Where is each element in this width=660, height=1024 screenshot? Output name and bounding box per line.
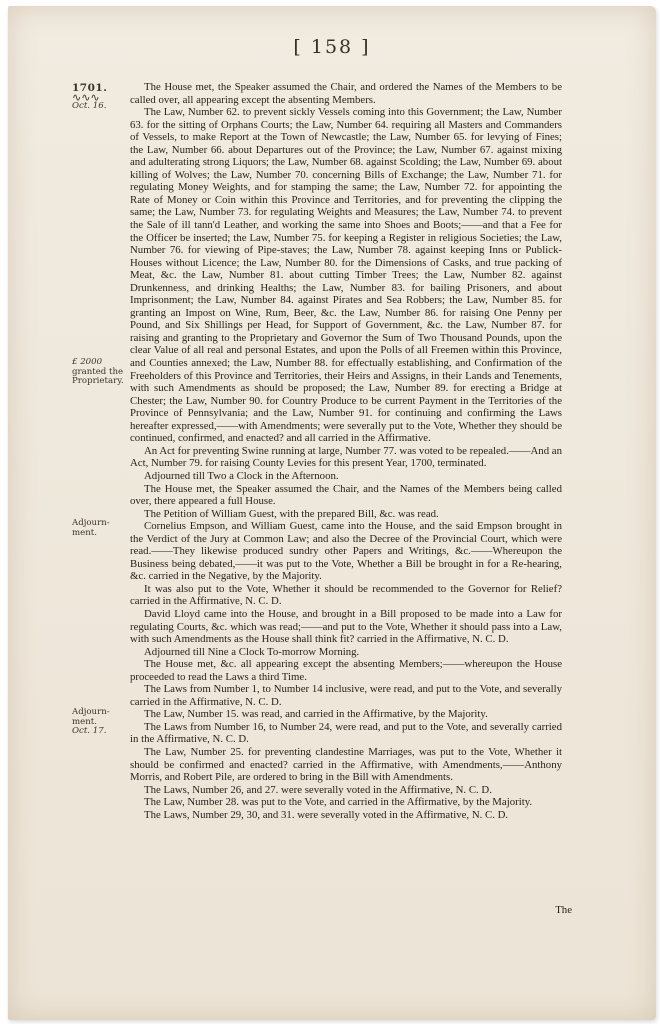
paragraph: The Law, Number 62. to prevent sickly Vessels coming into this Government; the Law, Number 63. for the sitting of Orphans Courts; the Law, Number 64. requiring all Masters and Commanders of Vessels, to make Report at the Town of Newcastle; the Law, Number 65. for levying of Fines; the Law, Number 66. about Departures out of the Province; the Law, Number 67. against mixing and adulterating strong Liquors; the Law, Number 68. against Scolding; the Law, Number 69. about killing of Wolves; the Law, Number 70. concerning Bills of Exchange; the Law, Number 71. for regulating Money Weights, and for stamping the same; the Law, Number 72. for appointing the Rate of Money or Coin within this Province and Territories, and for preventing the clipping the same; the Law, Number 73. for regulating Weights and Measures; the Law, Number 74. to prevent the Sale of ill tann'd Leather, and working the same into Shoes and Boots;——and that a Fee for the Officer be inserted; the Law, Number 75. for keeping a Register in religious Societies; the Law, Number 76. for viewing of Pipe-staves; the Law, Number 78. against keeping Inns or Publick-Houses without Licence; the Law, Number 80. for the Dimensions of Casks, and true packing of Meat, &c. the Law, Number 81. about cutting Timber Trees; the Law, Number 82. against Drunkenness, and drinking Healths; the Law, Number 83. for bailing Prisoners, and about Imprisonment; the Law, Number 84. against Pirates and Sea Robbers; the Law, Number 85. for granting an Impost on Wine, Rum, Beer, &c. the Law, Number 86. for raising One Penny per Pound, and Six Shillings per Head, for Support of Government, &c. the Law, Number 87. for raising and granting to the Proprietary and Governor the Sum of Two Thousand Pounds, upon the clear Value of all real and personal Estates, and upon the Polls of all Freemen within this Province, and Counties annexed; the Law, Number 88. for effectually establishing, and Confirmation of the Freeholders of this Province and Territories, their Heirs and Assigns, in their Lands and Tenements, with such Amendments as should be proposed; the Law, Number 89. for erecting a Bridge at Chester; the Law, Number 90. for Country Produce to be current Payment in the Territories of the Province of Pennsylvania; and the Law, Number 91. for continuing and confirming the Laws hereafter expressed,——with Amendments; were severally put to the Vote, Whether they should be continued, confirmed, and enacted? and all carried in the Affirmative.	[130, 106, 562, 445]
margin-adjournment-note	[72, 519, 132, 538]
paragraph: Adjourned till Nine a Clock To-morrow Morning.	[144, 645, 360, 658]
paragraph: The House met, the Speaker assumed the Chair, and ordered the Names of the Members to be called over, all appearing except the absenting Members.	[130, 81, 562, 106]
margin-note-line: Adjourn-	[72, 518, 110, 528]
paragraph: The Law, Number 28. was put to the Vote, and carried in the Affirmative, by the Majority.	[144, 796, 533, 809]
margin-year: 1701.	[72, 82, 108, 94]
ornament-icon: ∿∿∿	[72, 90, 100, 104]
margin-date: Oct. 16.	[72, 100, 107, 111]
margin-note-line: ment.	[72, 527, 97, 538]
paragraph: The Law, Number 25. for preventing clandestine Marriages, was put to the Vote, Whether it should be confirmed and enacted? carried in the Affirmative, with Amendments,——Anthony Morris, and Robert Pile, are ordered to bring in the Bill with Amendments.	[130, 745, 562, 784]
paragraph: An Act for preventing Swine running at large, Number 77. was voted to be repealed.——And an Act, Number 79. for raising County Levies for this present Year, 1700, terminated.	[130, 444, 562, 470]
page-number: [ 158 ]	[293, 36, 371, 58]
margin-note-line: ment.	[72, 716, 97, 727]
body-text	[130, 81, 562, 821]
paragraph: The Petition of William Guest, with the prepared Bill, &c. was read.	[144, 507, 439, 520]
margin-grant-note	[72, 358, 132, 387]
paragraph: The Laws, Number 29, 30, and 31. were severally voted in the Affirmative, N. C. D.	[144, 808, 509, 821]
margin-note-line: Adjourn-	[72, 707, 110, 717]
paragraph: The House met, the Speaker assumed the Chair, and the Names of the Members being called over, there appeared a full House.	[130, 482, 562, 508]
paragraph: The Laws from Number 16, to Number 24, were read, and put to the Vote, and severally carried in the Affirmative, N. C. D.	[130, 720, 562, 746]
catchword: The	[555, 904, 572, 916]
paragraph: The House met, &c. all appearing except the absenting Members;——whereupon the House proceeded to read the Laws a third Time.	[130, 658, 562, 683]
paragraph: The Law, Number 15. was read, and carried in the Affirmative, by the Majority.	[144, 708, 488, 721]
margin-note-line: granted the	[72, 366, 124, 377]
paragraph: It was also put to the Vote, Whether it should be recommended to the Governor for Relief? carried in the Affirmative, N. C. D.	[130, 582, 562, 608]
margin-year-note	[72, 84, 132, 111]
document-page	[8, 6, 656, 1020]
margin-note-line: Proprietary.	[72, 376, 124, 387]
margin-note-line: £ 2000	[72, 357, 103, 367]
paragraph: Adjourned till Two a Clock in the Afternoon.	[144, 469, 339, 482]
paragraph: The Laws, Number 26, and 27. were severally voted in the Affirmative, N. C. D.	[144, 783, 492, 796]
margin-date: Oct. 17.	[72, 726, 107, 737]
paragraph: Cornelius Empson, and William Guest, came into the House, and the said Empson brought in the Verdict of the Jury at Common Law; and also the Decree of the Provincial Court, which were read.——They likewise produced sundry other Papers and Writings, &c.——Whereupon the Business being debated,——it was put to the Vote, Whether a Bill be brought in for a Re-hearing, &c. carried in the Negative, by the Majority.	[130, 520, 562, 583]
paragraph: David Lloyd came into the House, and brought in a Bill proposed to be made into a Law for regulating Courts, &c. which was read;——and put to the Vote, Whether it should pass into a Law, with such Amendments as the House shall think fit? carried in the Affirmative, N. C. D.	[130, 607, 562, 646]
paragraph: The Laws from Number 1, to Number 14 inclusive, were read, and put to the Vote, and severally carried in the Affirmative, N. C. D.	[130, 683, 562, 708]
margin-adjournment-note-2	[72, 708, 132, 737]
